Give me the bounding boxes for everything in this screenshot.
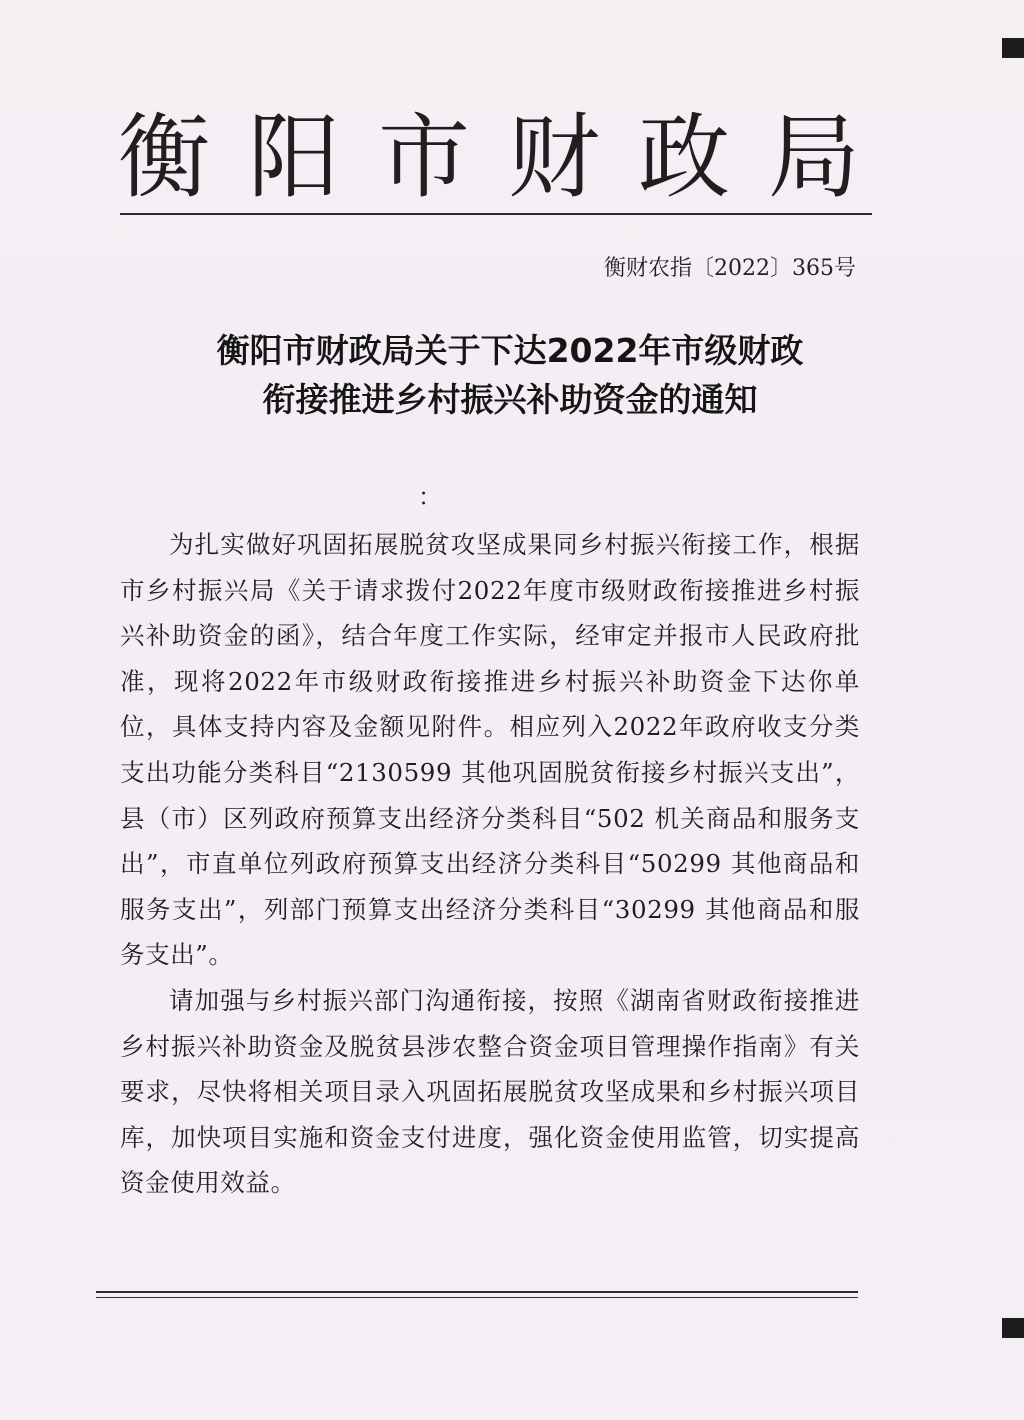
footer-divider-bottom xyxy=(96,1297,858,1298)
body-paragraph-2: 请加强与乡村振兴部门沟通衔接，按照《湖南省财政衔接推进乡村振兴补助资金及脱贫县涉农整合资金项目管理操作指南》有关要求，尽快将相关项目录入巩固拓展脱贫攻坚成果和乡村振兴项目库，加快项目实施和资金支付进度，强化资金使用监管，切实提高资金使用效益。 xyxy=(120,985,860,1198)
body-paragraph-1: 为扎实做好巩固拓展脱贫攻坚成果同乡村振兴衔接工作，根据市乡村振兴局《关于请求拨付2022年度市级财政衔接推进乡村振兴补助资金的函》，结合年度工作实际，经审定并报市人民政府批准，现将2022年市级财政衔接推进乡村振兴补助资金下达你单位，具体支持内容及金额见附件。相应列入2022年政府收支分类支出功能分类科目“2130599 其他巩固脱贫衔接乡村振兴支出”，县（市）区列政府预算支出经济分类科目“502 机关商品和服务支出”，市直单位列政府预算支出经济分类科目“50299 其他商品和服务支出”，列部门预算支出经济分类科目“30299 其他商品和服务支出”。 xyxy=(120,530,860,970)
footer-divider-top xyxy=(96,1291,858,1293)
header-divider xyxy=(120,213,872,215)
heading-line-2: 衔接推进乡村振兴补助资金的通知 xyxy=(262,380,758,419)
org-title: 衡阳市财政局 xyxy=(118,104,899,211)
scan-edge-mark xyxy=(1002,38,1024,58)
document-heading xyxy=(100,326,920,424)
document-number: 衡财农指〔2022〕365号 xyxy=(604,256,856,281)
scan-edge-mark xyxy=(1002,1318,1024,1338)
addressee: ： xyxy=(418,483,442,511)
body-text xyxy=(120,522,860,1206)
heading-line-1: 衡阳市财政局关于下达2022年市级财政 xyxy=(216,331,804,370)
